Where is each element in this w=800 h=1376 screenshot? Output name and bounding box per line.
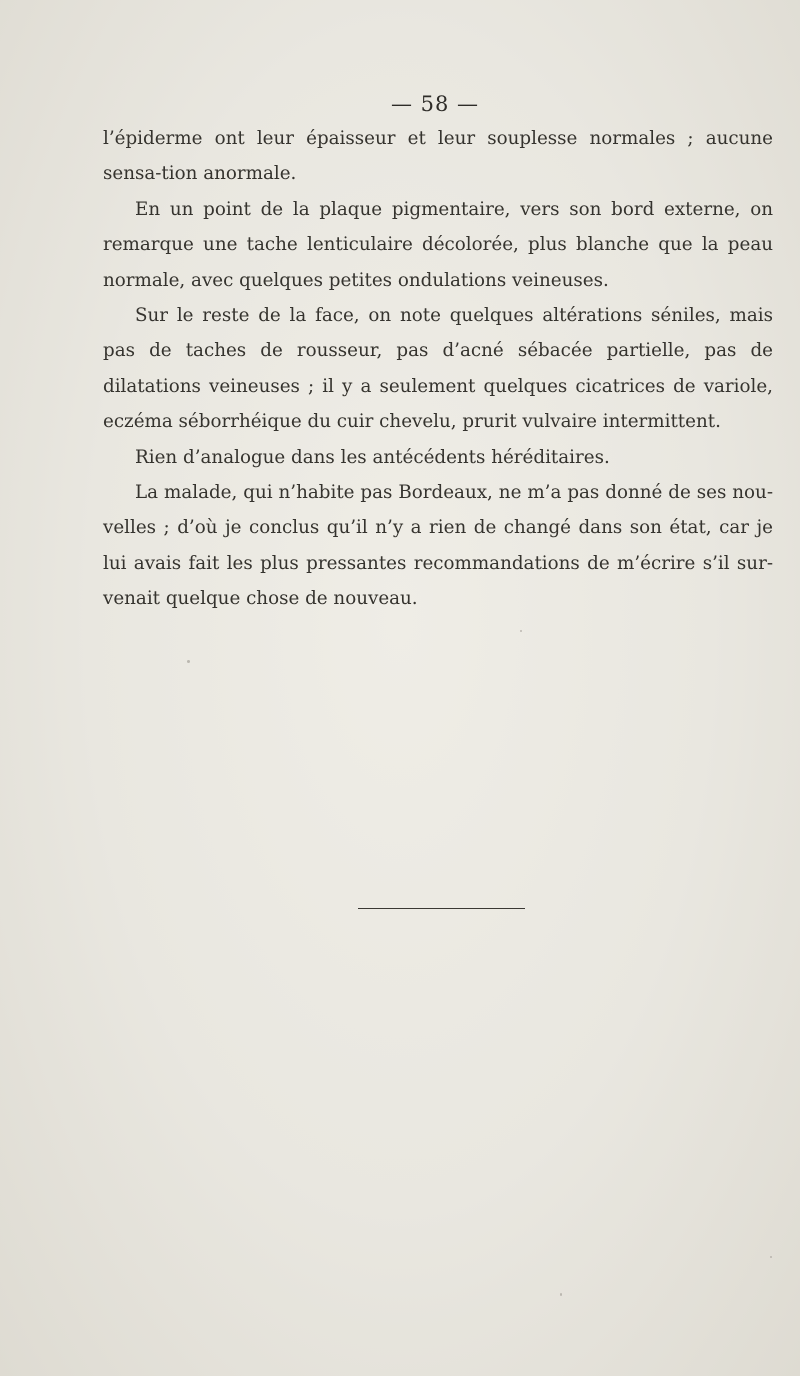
paragraph-5: La malade, qui n’habite pas Bordeaux, ne m’a pas donné de ses nou-velles ; d’où je conclus qu’il n’y a rien de changé dans son état, car je lui avais fait les plus pressantes recommandations de m’écrire s’il sur-venait quelque chose de nouveau. bbox=[103, 482, 773, 610]
paragraph-4: Rien d’analogue dans les antécédents héréditaires. bbox=[135, 446, 610, 468]
paper-speck bbox=[187, 660, 190, 663]
paper-speck bbox=[560, 1293, 562, 1296]
page-number: — 58 — bbox=[390, 92, 480, 116]
body-text bbox=[103, 121, 773, 617]
paragraph-1: l’épiderme ont leur épaisseur et leur souplesse normales ; aucune sensa-tion anormale. bbox=[103, 128, 773, 185]
section-separator-rule bbox=[358, 908, 525, 909]
paper-speck bbox=[770, 1256, 772, 1258]
paper-speck bbox=[520, 630, 522, 632]
paragraph-2: En un point de la plaque pigmentaire, vers son bord externe, on remarque une tache lenticulaire décolorée, plus blanche que la peau normale, avec quelques petites ondulations veineuses. bbox=[103, 198, 773, 291]
paragraph-3: Sur le reste de la face, on note quelques altérations séniles, mais pas de taches de rousseur, pas d’acné sébacée partielle, pas de dilatations veineuses ; il y a seulement quelques cicatrices de variole, eczéma séborrhéique du cuir chevelu, prurit vulvaire intermittent. bbox=[103, 305, 773, 433]
